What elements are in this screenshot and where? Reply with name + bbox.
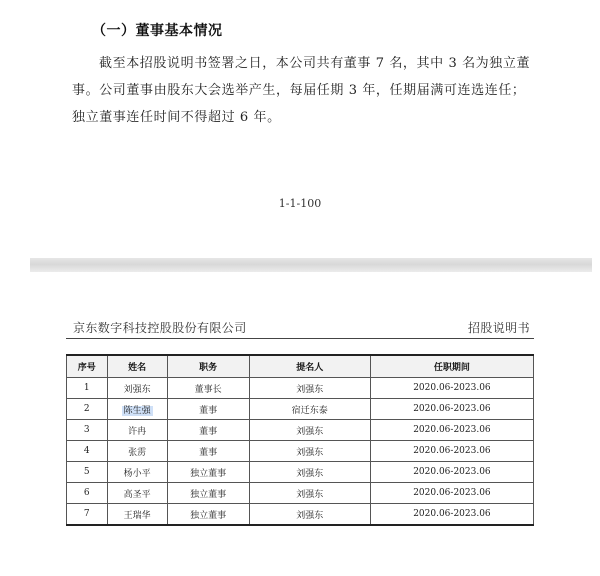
cell-number: 3 [67,420,108,441]
cell-position: 董事 [167,420,249,441]
cell-nominator: 宿迁东泰 [249,399,370,420]
col-header-position: 职务 [167,355,249,378]
cell-position: 独立董事 [167,504,249,526]
body-paragraph: 截至本招股说明书签署之日，本公司共有董事 7 名，其中 3 名为独立董事。公司董事由股东大会选举产生，每届任期 3 年，任期届满可连选连任；独立董事连任时间不得超过 6 年。 [72,56,531,125]
section-heading: （一）董事基本情况 [92,23,223,39]
cell-name[interactable] [107,399,167,420]
cell-nominator: 刘强东 [249,420,370,441]
running-header-doc-title: 招股说明书 [467,321,530,335]
col-header-term: 任职期间 [370,355,533,378]
col-header-name: 姓名 [107,355,167,378]
cell-nominator: 刘强东 [249,441,370,462]
cell-name: 张雳 [107,441,167,462]
col-header-nominator: 提名人 [249,355,370,378]
cell-term: 2020.06-2023.06 [370,504,533,526]
cell-number: 2 [67,399,108,420]
cell-term: 2020.06-2023.06 [370,441,533,462]
page-number: 1-1-100 [278,197,322,210]
table-row [67,420,534,441]
cell-name: 许冉 [107,420,167,441]
document-page-2 [0,272,600,576]
cell-position: 董事 [167,441,249,462]
cell-name: 王瑞华 [107,504,167,526]
col-header-number: 序号 [67,355,108,378]
table-row [67,441,534,462]
document-page-1 [0,0,600,250]
highlighted-text-selection[interactable]: 陈生强 [123,405,151,416]
cell-position: 独立董事 [167,462,249,483]
table-row [67,483,534,504]
cell-term: 2020.06-2023.06 [370,378,533,399]
cell-nominator: 刘强东 [249,378,370,399]
cell-position: 独立董事 [167,483,249,504]
directors-table [66,354,534,526]
cell-number: 1 [67,378,108,399]
cell-number: 4 [67,441,108,462]
cell-name: 杨小平 [107,462,167,483]
cell-term: 2020.06-2023.06 [370,399,533,420]
table-row [67,378,534,399]
cell-name: 高圣平 [107,483,167,504]
page-separator [30,258,592,272]
cell-position: 董事长 [167,378,249,399]
cell-nominator: 刘强东 [249,504,370,526]
cell-term: 2020.06-2023.06 [370,420,533,441]
cell-term: 2020.06-2023.06 [370,462,533,483]
cell-name: 刘强东 [107,378,167,399]
cell-nominator: 刘强东 [249,483,370,504]
table-header-row [67,355,534,378]
table-row [67,504,534,526]
running-header-company: 京东数字科技控股股份有限公司 [73,321,247,335]
cell-number: 6 [67,483,108,504]
cell-number: 5 [67,462,108,483]
cell-position: 董事 [167,399,249,420]
header-rule [66,338,534,339]
cell-term: 2020.06-2023.06 [370,483,533,504]
cell-nominator: 刘强东 [249,462,370,483]
table-row [67,399,534,420]
cell-number: 7 [67,504,108,526]
table-row [67,462,534,483]
